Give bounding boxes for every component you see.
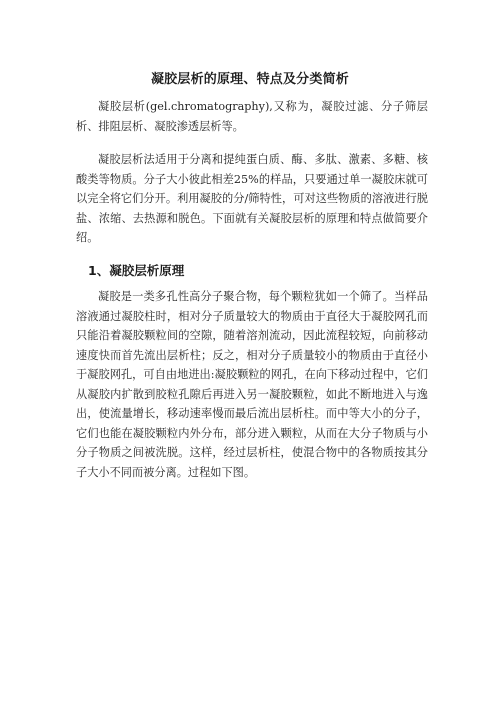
intro-paragraph-block — [76, 97, 428, 136]
application-paragraph-block — [76, 150, 428, 248]
section-heading: 1、凝胶层析原理 — [88, 263, 185, 278]
principle-paragraph: 凝胶是一类多孔性高分子聚合物，每个颗粒犹如一个筛了。当样品溶液通过凝胶柱时，相对分子质量较大的物质由于直径大于凝胶网孔而只能沿着凝胶颗粒间的空隙，随着溶剂流动，因此流程较短，向前移动速度快而首先流出层析柱；反之，相对分子质量较小的物质由于直径小于凝胶网孔，可自由地进出:凝胶颗粒的网孔，在向下移动过程中，它们从凝胶内扩散到胶粒孔隙后再进入另一凝胶颗粒，如此不断地进入与逸出，使流量增长，移动速率慢而最后流出层析柱。而中等大小的分子，它们也能在凝胶颗粒内外分布，部分进入颗粒，从而在大分子物质与小分子物质之间被洗脱。这样，经过层析柱，使混合物中的各物质按其分子大小不同而被分离。过程如下图。 — [76, 290, 428, 479]
document-title: 凝胶层析的原理、特点及分类简析 — [150, 72, 349, 87]
intro-paragraph: 凝胶层析(gel.chromatography),又称为，凝胶过滤、分子筛层析、排阻层析、凝胶渗透层析等。 — [76, 100, 428, 133]
principle-paragraph-block — [76, 287, 428, 482]
application-paragraph: 凝胶层析法适用于分离和提纯蛋白质、酶、多肽、激素、多糖、核酸类等物质。分子大小彼此相差25%的样品，只要通过单一凝胶床就可以完全将它们分开。利用凝胶的分/筛特性，可对这些物质的溶液进行脱盐、浓缩、去热源和脱色。下面就有关凝胶层析的原理和特点做简要介绍。 — [76, 153, 428, 244]
